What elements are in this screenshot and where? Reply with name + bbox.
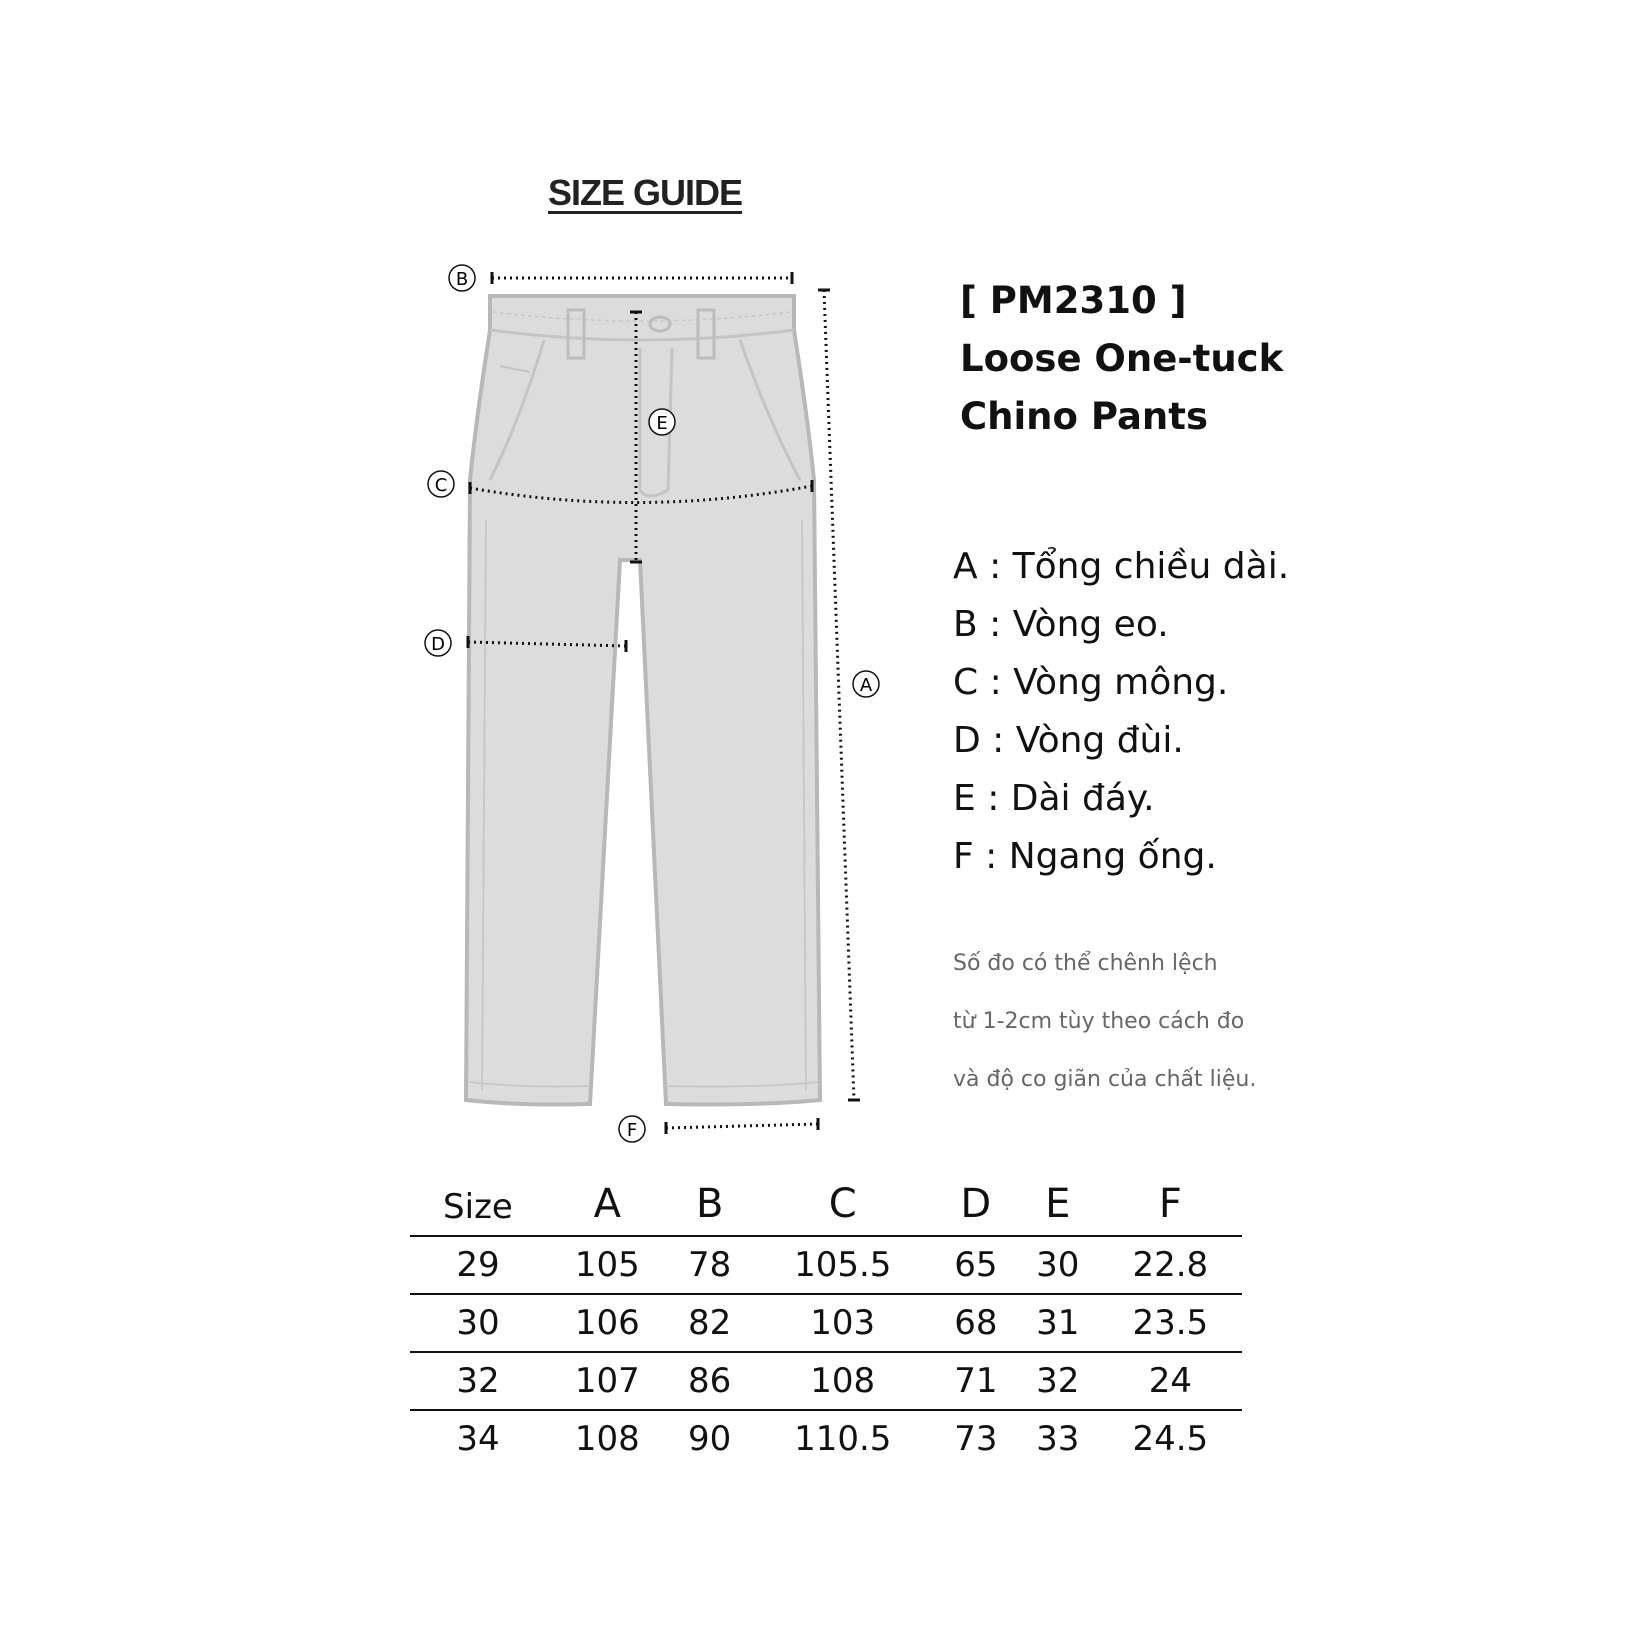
svg-text:B: B (455, 269, 469, 290)
cell-f: 23.5 (1099, 1294, 1242, 1352)
cell-e: 30 (1017, 1236, 1099, 1294)
legend-d: D : Vòng đùi. (953, 720, 1184, 761)
measurement-legend (953, 538, 1289, 886)
product-code: [ PM2310 ] (960, 279, 1187, 322)
header-f: F (1158, 1181, 1182, 1227)
marker-d (425, 630, 451, 656)
pants-illustration (466, 296, 820, 1105)
header-d: D (960, 1181, 992, 1227)
cell-b: 78 (669, 1236, 751, 1294)
cell-size: 34 (410, 1410, 546, 1467)
note-line-1: Số đo có thể chênh lệch (953, 951, 1218, 976)
cell-c: 110.5 (751, 1410, 935, 1467)
cell-b: 82 (669, 1294, 751, 1352)
svg-text:D: D (431, 634, 445, 655)
measure-line-a (824, 290, 854, 1100)
marker-f (619, 1116, 645, 1142)
cell-b: 90 (669, 1410, 751, 1467)
svg-text:A: A (859, 675, 873, 696)
cell-size: 29 (410, 1236, 546, 1294)
cell-d: 65 (935, 1236, 1017, 1294)
header-size: Size (443, 1187, 513, 1227)
cell-a: 105 (546, 1236, 669, 1294)
header-a: A (593, 1181, 621, 1227)
note-line-3: và độ co giãn của chất liệu. (953, 1067, 1257, 1092)
cell-c: 108 (751, 1352, 935, 1410)
marker-c (428, 471, 454, 497)
cell-f: 24.5 (1099, 1410, 1242, 1467)
marker-b (449, 265, 475, 291)
cell-b: 86 (669, 1352, 751, 1410)
legend-b: B : Vòng eo. (953, 604, 1169, 645)
marker-a (853, 671, 879, 697)
cell-e: 33 (1017, 1410, 1099, 1467)
size-guide-title: SIZE GUIDE (548, 172, 743, 213)
product-info (960, 272, 1283, 446)
cell-f: 24 (1099, 1352, 1242, 1410)
cell-a: 106 (546, 1294, 669, 1352)
cell-c: 105.5 (751, 1236, 935, 1294)
product-name-line1: Loose One-tuck (960, 337, 1284, 380)
svg-text:C: C (434, 475, 448, 496)
table-row (410, 1352, 1242, 1410)
legend-a: A : Tổng chiều dài. (953, 546, 1290, 587)
measure-line-f (666, 1124, 818, 1128)
size-table-header (410, 1160, 1242, 1236)
cell-e: 31 (1017, 1294, 1099, 1352)
cell-c: 103 (751, 1294, 935, 1352)
legend-c: C : Vòng mông. (953, 662, 1229, 703)
cell-size: 32 (410, 1352, 546, 1410)
size-table (410, 1160, 1242, 1467)
cell-d: 68 (935, 1294, 1017, 1352)
legend-e: E : Dài đáy. (953, 778, 1155, 819)
cell-size: 30 (410, 1294, 546, 1352)
header-b: B (695, 1181, 724, 1227)
svg-text:E: E (656, 413, 668, 434)
table-row (410, 1294, 1242, 1352)
cell-d: 71 (935, 1352, 1017, 1410)
legend-f: F : Ngang ống. (953, 836, 1217, 877)
cell-a: 107 (546, 1352, 669, 1410)
table-row (410, 1236, 1242, 1294)
cell-a: 108 (546, 1410, 669, 1467)
measurement-note (953, 935, 1256, 1109)
marker-e (649, 409, 675, 435)
header-e: E (1045, 1181, 1071, 1227)
cell-d: 73 (935, 1410, 1017, 1467)
note-line-2: từ 1-2cm tùy theo cách đo (953, 1009, 1245, 1034)
table-row (410, 1410, 1242, 1467)
svg-text:F: F (626, 1120, 638, 1141)
product-name-line2: Chino Pants (960, 395, 1208, 438)
header-c: C (828, 1181, 857, 1227)
cell-f: 22.8 (1099, 1236, 1242, 1294)
cell-e: 32 (1017, 1352, 1099, 1410)
